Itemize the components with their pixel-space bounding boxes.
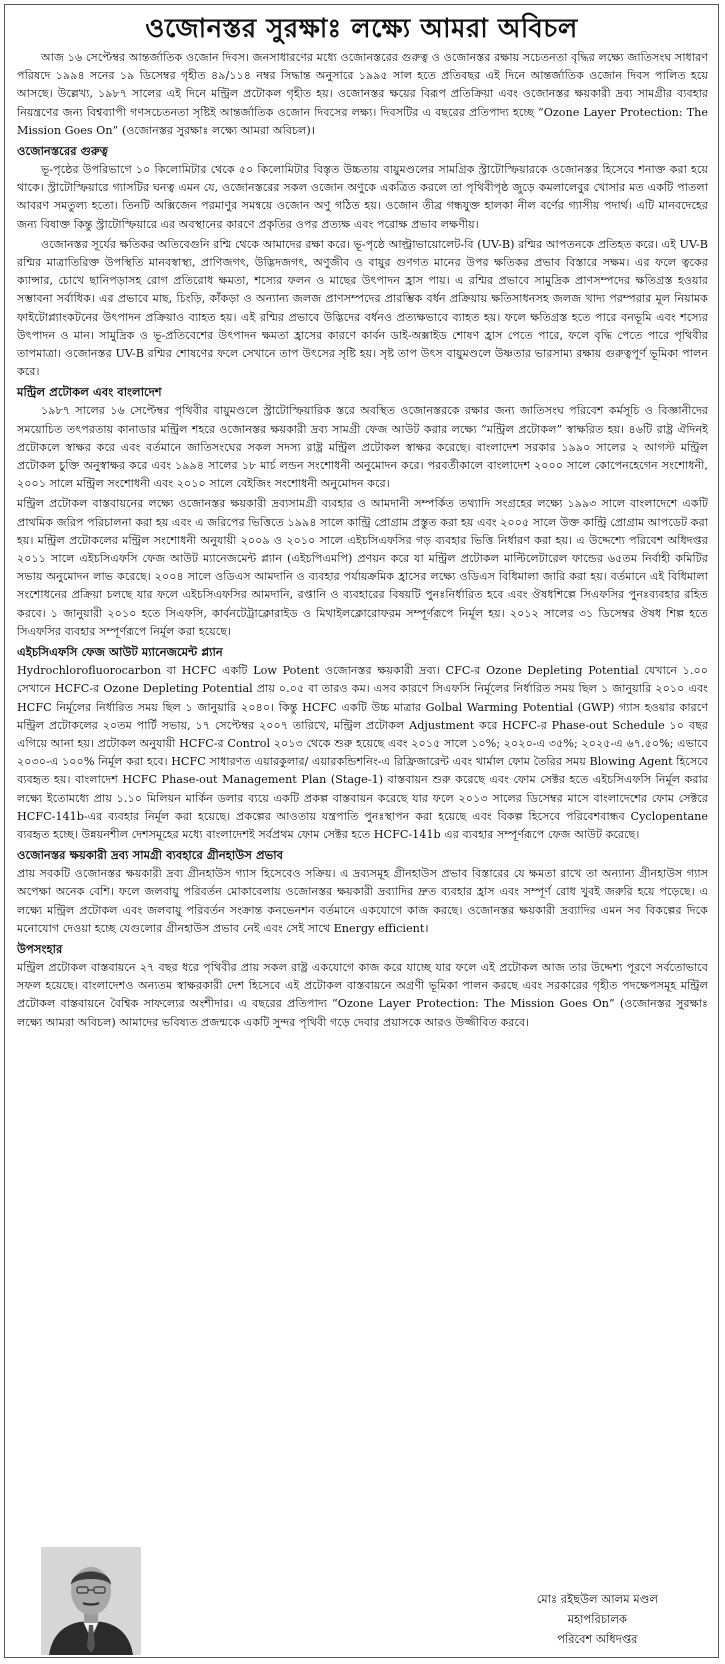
author-photo bbox=[41, 1547, 141, 1655]
section-paragraph: ১৯৮৭ সালের ১৬ সেপ্টেম্বর পৃথিবীর বায়ুমণ্ডলে স্ট্রাটোস্ফিয়ারিক স্তরে অবস্থিত ওজোনস্তরকে রক্ষার জন্য জাতিসংঘ পরিবেশ কর্মসূচি ও বিজ্ঞানীদের সময়োচিত তৎপরতায় কানাডার মন্ট্রিল শহরে ওজোনস্তর ক্ষয়কারী দ্রব্য সামগ্রী ফেজ আউট করার লক্ষ্যে “মন্ট্রিল প্রটোকল” স্বাক্ষরিত হয়। ৪৬টি রাষ্ট্র ঐদিনই প্রটোকলে স্বাক্ষর করে এবং বর্তমানে জাতিসংঘের সকল সদস্য রাষ্ট্র মন্ট্রিল প্রটোকল স্বাক্ষর করেছে। বাংলাদেশ সরকার ১৯৯০ সালের ২ আগস্ট মন্ট্রিল প্রটোকল চুক্তি অনুস্বাক্ষর করে এবং ১৯৯৪ সালের ১৮ মার্চ লন্ডন সংশোধনী অনুমোদন করে। পরবর্তীকালে বাংলাদেশ ২০০০ সালে কোপেনহেগেন সংশোধনী, ২০০১ সালে মন্ট্রিল সংশোধনী এবং ২০১০ সালে বেইজিং সংশোধনী অনুমোদন করে। bbox=[17, 404, 708, 491]
signature-block bbox=[5, 1539, 718, 1657]
article-title: ওজোনস্তর সুরক্ষাঃ লক্ষ্যে আমরা অবিচল bbox=[145, 14, 578, 44]
section-heading-montreal-protocol: মন্ট্রিল প্রটোকল এবং বাংলাদেশ bbox=[17, 385, 162, 400]
section-heading-greenhouse-effect: ওজোনস্তর ক্ষয়কারী দ্রব্য সামগ্রী ব্যবহারে গ্রীনহাউস প্রভাব bbox=[17, 848, 284, 863]
section-paragraph: ভূ-পৃষ্ঠের উপরিভাগে ১০ কিলোমিটার থেকে ৫০ কিলোমিটার বিস্তৃত উচ্চতায় বায়ুমণ্ডলের সামগ্রিক স্ট্রাটোস্ফিয়ারকে ওজোনস্তর হিসেবে শনাক্ত করা হয়ে থাকে। স্ট্রাটোস্ফিয়ারে গ্যাসটির ঘনত্ব এমন যে, ওজোনস্তরের সকল ওজোন অণুকে একত্রিত করলে তা পৃথিবীপৃষ্ঠ জুড়ে কমলালেবুর খোসার মত একটি পাতলা আবরণ সমতুল্য হতো। তিনটি অক্সিজেন পরমাণুর সমন্বয়ে ওজোন অণু গঠিত হয়। ওজোন তীব্র গন্ধযুক্ত হালকা নীল বর্ণের গ্যাসীয় পদার্থ। এটি মানবদেহের জন্য বিষাক্ত কিন্তু স্ট্রাটোস্ফিয়ারে এর অবস্থানের কারণে প্রকৃতির ওপর প্রত্যক্ষ এবং পরোক্ষ প্রভাব লক্ষণীয়। bbox=[17, 163, 708, 231]
section-heading-hcfc-plan: এইচসিএফসি ফেজ আউট ম্যানেজমেন্ট প্ল্যান bbox=[17, 645, 223, 660]
section-paragraph: প্রায় সবকটি ওজোনস্তর ক্ষয়কারী দ্রব্য গ্রীনহাউস গ্যাস হিসেবেও সক্রিয়। এ দ্রব্যসমূহ গ্রীনহাউস প্রভাব বিস্তারের যে ক্ষমতা রাখে তা অন্যান্য গ্রীনহাউস গ্যাস অপেক্ষা অনেক বেশি। ফলে জলবায়ু পরিবর্তন মোকাবেলায় ওজোনস্তর ক্ষয়কারী দ্রব্যাদির দ্রুত ব্যবহার হ্রাস এবং সম্পূর্ণ রোধ খুবই জরুরি হয়ে পড়েছে। এ লক্ষ্যে মন্ট্রিল প্রটোকল এবং জলবায়ু পরিবর্তন সংক্রান্ত কনভেনশন বর্তমানে একযোগে কাজ করছে। ওজোনস্তর ক্ষয়কারী দ্রব্যাদির এমন সব বিকল্পের দিকে মনোযোগ দেওয়া হচ্ছে যেগুলোর গ্রীনহাউস প্রভাব নেই এবং সেই সাথে Energy efficient। bbox=[17, 867, 708, 935]
section-heading-conclusion: উপসংহার bbox=[17, 941, 63, 956]
section-paragraph: Hydrochlorofluorocarbon বা HCFC একটি Low Potent ওজোনস্তর ক্ষয়কারী দ্রব্য। CFC-র Ozone Depleting Potential যেখানে ১.০০ সেখানে HCFC-র Ozone Depleting Potential প্রায় ০.০৫ বা তারও কম। এসব কারণে সিএফসি নির্মূলের নির্ধারিত সময় ছিল ১ জানুয়ারি ২০১০ এবং HCFC নির্মূলের নির্ধারিত সময় ছিল ১ জানুয়ারি ২০৪০। কিন্তু HCFC একটি উচ্চ মাত্রার Golbal Warming Potential (GWP) গ্যাস হওয়ার কারণে মন্ট্রিল প্রটোকলের ২০তম পার্টি সভায়, ১৭ সেপ্টেম্বর ২০০৭ তারিখে, মন্ট্রিল প্রটোকল Adjustment করে HCFC-র Phase-out Schedule ১০ বছর এগিয়ে আনা হয়। প্রটোকল অনুযায়ী HCFC-র Control ২০১৩ থেকে শুরু হয়েছে এবং ২০১৫ সালে ১০%; ২০২০-এ ৩৫%; ২০২৫-এ ৬৭.৫০%; এভাবে ২০৩০-এ ১০০% নির্মূল করা হবে। HCFC সাধারণত এয়ারকুলার/ এয়ারকন্ডিশনিং-এ রিফ্রিজারেন্ট এবং থার্মাল ফোম তৈরির সময় Blowing Agent হিসেবে ব্যবহৃত হয়। বাংলাদেশ HCFC Phase-out Management Plan (Stage-1) বাস্তবায়ন শুরু করেছে এবং ফোম সেক্টর হতে এইচসিএফসি নির্মূল করার লক্ষ্যে ইতোমধ্যে প্রায় ১.১০ মিলিয়ন মার্কিন ডলার ব্যয়ে একটি প্রকল্প বাস্তবায়ন করেছে যার ফলে ২০১৩ সালের ডিসেম্বর মাসে বাংলাদেশের ফোম সেক্টরে HCFC-141b-এর ব্যবহার নির্মূল করা হয়েছে। প্রকল্পের আওতায় যন্ত্রপাতি পুনঃস্থাপন করা হয়েছে এবং বিকল্প হিসেবে পরিবেশবান্ধব Cyclopentane ব্যবহৃত হচ্ছে। উন্নয়নশীল দেশসমূহের মধ্যে বাংলাদেশই সর্বপ্রথম ফোম সেক্টর হতে HCFC-141b এর ব্যবহার সম্পূর্ণরূপে ফেজ আউট করেছে। bbox=[17, 664, 708, 841]
article-page bbox=[4, 4, 719, 1658]
signatory-name: মোঃ রইছউল আলম মণ্ডল bbox=[536, 1592, 658, 1606]
signatory-office: পরিবেশ অধিদপ্তর bbox=[557, 1632, 638, 1646]
signatory-details bbox=[537, 1589, 658, 1649]
section-paragraph: ওজোনস্তর সূর্যের ক্ষতিকর অতিবেগুনি রশ্মি থেকে আমাদের রক্ষা করে। ভূ-পৃষ্ঠে আল্ট্রাভায়োলেট-বি (UV-B) রশ্মির আপতনকে প্রতিহত করে। এই UV-B রশ্মির মাত্রাতিরিক্ত উপস্থিতি মানবস্বাস্থ্য, প্রাণিজগৎ, উদ্ভিদজগৎ, অণুজীব ও বায়ুর গুণগত মানের উপর ক্ষতিকর প্রভাব বিস্তারে সক্ষম। এর ফলে ত্বকের ক্যান্সার, চোখে ছানিপড়াসহ রোগ প্রতিরোধ ক্ষমতা, শস্যের ফলন ও মাছের উৎপাদন হ্রাস পায়। এ রশ্মির প্রভাবে সামুদ্রিক প্রাণসম্পদের ক্ষতিগ্রস্ত হওয়ার সম্ভাবনা সর্বাধিক। এর প্রভাবে মাছ, চিংড়ি, কাঁকড়া ও অন্যান্য জলজ প্রাণসম্পদের প্রারম্ভিক বর্ধন প্রক্রিয়ায় ক্ষতিসাধনসহ জলজ খাদ্য পরম্পরার মূল নিয়ামক ফাইটোপ্ল্যাংকটনের উৎপাদন প্রক্রিয়াও ব্যাহত হয়। এই রশ্মির প্রভাবে উদ্ভিদের বর্ধনও প্রত্যক্ষভাবে ব্যাহত হয়। ফলে ক্ষতিগ্রস্ত হতে পারে বনভূমি এবং শস্যের উৎপাদন ও মান। সামুদ্রিক ও ভূ-প্রতিবেশের উৎপাদন ক্ষমতা হ্রাসের কারণে কার্বন ডাই-অক্সাইড শোষণ হ্রাস পেতে পারে, ফলে বৃদ্ধি পেতে পারে পৃথিবীর তাপমাত্রা। ওজোনস্তর UV-B রশ্মির শোষণের ফলে সেখানে তাপ উৎসের সৃষ্টি হয়। সৃষ্ট তাপ উৎস বায়ুমণ্ডলে উষ্ণতার ভারসাম্য রক্ষায় গুরুত্বপূর্ণ ভূমিকা পালন করে। bbox=[17, 237, 708, 379]
article-body bbox=[5, 49, 718, 1032]
author-portrait-icon bbox=[41, 1547, 141, 1655]
section-heading-importance: ওজোনস্তরের গুরুত্ব bbox=[17, 144, 109, 159]
intro-paragraph: আজ ১৬ সেপ্টেম্বর আন্তর্জাতিক ওজোন দিবস। জনসাধারণের মধ্যে ওজোনস্তরের গুরুত্ব ও ওজোনস্তর রক্ষায় সচেতনতা বৃদ্ধির লক্ষ্যে জাতিসংঘ সাধারণ পরিষদে ১৯৯৪ সনের ১৯ ডিসেম্বর গৃহীত ৪৯/১১৪ নম্বর সিদ্ধান্ত অনুসারে ১৯৯৫ সাল হতে প্রতিবছর এই দিনে আন্তর্জাতিক ওজোন দিবস পালিত হয়ে আসছে। উল্লেখ্য, ১৯৮৭ সালের এই দিনে মন্ট্রিল প্রটোকল গৃহীত হয়। ওজোনস্তর ক্ষয়ের বিরূপ প্রতিক্রিয়া এবং ওজোনস্তর ক্ষয়কারী দ্রব্য সামগ্রীর ব্যবহার নিয়ন্ত্রণের জন্য বিশ্বব্যাপী গণসচেতনতা সৃষ্টিই আন্তর্জাতিক ওজোন দিবসের লক্ষ্য। দিবসটির এ বছরের প্রতিপাদ্য হচ্ছে “Ozone Layer Protection: The Mission Goes On” (ওজোনস্তর সুরক্ষাঃ লক্ষ্যে আমরা অবিচল)। bbox=[17, 51, 708, 137]
signatory-designation: মহাপরিচালক bbox=[567, 1612, 627, 1626]
section-paragraph: মন্ট্রিল প্রটোকল বাস্তবায়নে ২৭ বছর ধরে পৃথিবীর প্রায় সকল রাষ্ট্র একযোগে কাজ করে যাচ্ছে যার ফলে এই প্রটোকল আজ তার উদ্দেশ্য পূরণে সর্বতোভাবে সফল হয়েছে। বাংলাদেশও অন্যতম স্বাক্ষরকারী দেশ হিসেবে এই প্রটোকল বাস্তবায়নে অগ্রণী ভূমিকা পালন করছে এবং সরকারের গৃহীত পদক্ষেপসমূহ মন্ট্রিল প্রটোকল বাস্তবায়নে বৈশ্বিক সাফল্যের অংশীদার। এ বছরের প্রতিপাদ্য “Ozone Layer Protection: The Mission Goes On” (ওজোনস্তর সুরক্ষাঃ লক্ষ্যে আমরা অবিচল) আমাদের ভবিষ্যত প্রজন্মকে একটি সুন্দর পৃথিবী গড়ে দেবার প্রয়াসকে আরও উজ্জীবিত করবে। bbox=[17, 960, 708, 1029]
section-paragraph: মন্ট্রিল প্রটোকল বাস্তবায়নের লক্ষ্যে ওজোনস্তর ক্ষয়কারী দ্রব্যসামগ্রী ব্যবহার ও আমদানী সম্পর্কিত তথ্যাদি সংগ্রহের লক্ষ্যে ১৯৯৩ সালে বাংলাদেশে একটি প্রাথমিক জরিপ পরিচালনা করা হয় এবং এ জরিপের ভিত্তিতে ১৯৯৪ সালে কান্ট্রি প্রোগ্রাম প্রস্তুত করা হয় এবং ২০০৫ সালে উক্ত কান্ট্রি প্রোগ্রাম আপডেট করা হয়। মন্ট্রিল প্রটোকলের মন্ট্রিল সংশোধনী অনুযায়ী ২০০৯ ও ২০১০ সালে এইচসিএফসির গড় ব্যবহার ভিত্তি নির্ধারণ করা হয়। এ উদ্দেশ্যে পরিবেশ অধিদপ্তর ২০১১ সালে এইচসিএফসি ফেজ আউট ম্যানেজমেন্ট প্ল্যান (এইচপিএমপি) প্রণয়ন করে যা মন্ট্রিল প্রটোকল মাল্টিলেটারেল ফান্ডের ৬৫তম নির্বাহী কমিটির সভায় অনুমোদন লাভ করেছে। ২০০৪ সালে ওডিএস আমদানি ও ব্যবহার পর্যায়ক্রমিক হ্রাসের লক্ষ্যে ওডিএস বিধিমালা জারি করা হয়। বর্তমানে এই বিধিমালা সংশোধনের প্রক্রিয়া চলছে যার ফলে এইচসিএফসির আমদানি, রপ্তানি ও ব্যবহারের বিষয়টি পুনঃনির্ধারিত হবে এবং ঔষধশিল্পে সিএফসির পুনঃব্যবহার রহিত করবে। ১ জানুয়ারী ২০১০ হতে সিএফসি, কার্বনটেট্রাক্লোরাইড ও মিথাইলক্লোরোফরম সম্পূর্ণরূপে নির্মূল হয়। ২০১২ সালের ৩১ ডিসেম্বর ঔষধ শিল্প হতে সিএফসির ব্যবহার সম্পূর্ণরূপে নির্মূল করা হয়েছে। bbox=[17, 497, 708, 638]
